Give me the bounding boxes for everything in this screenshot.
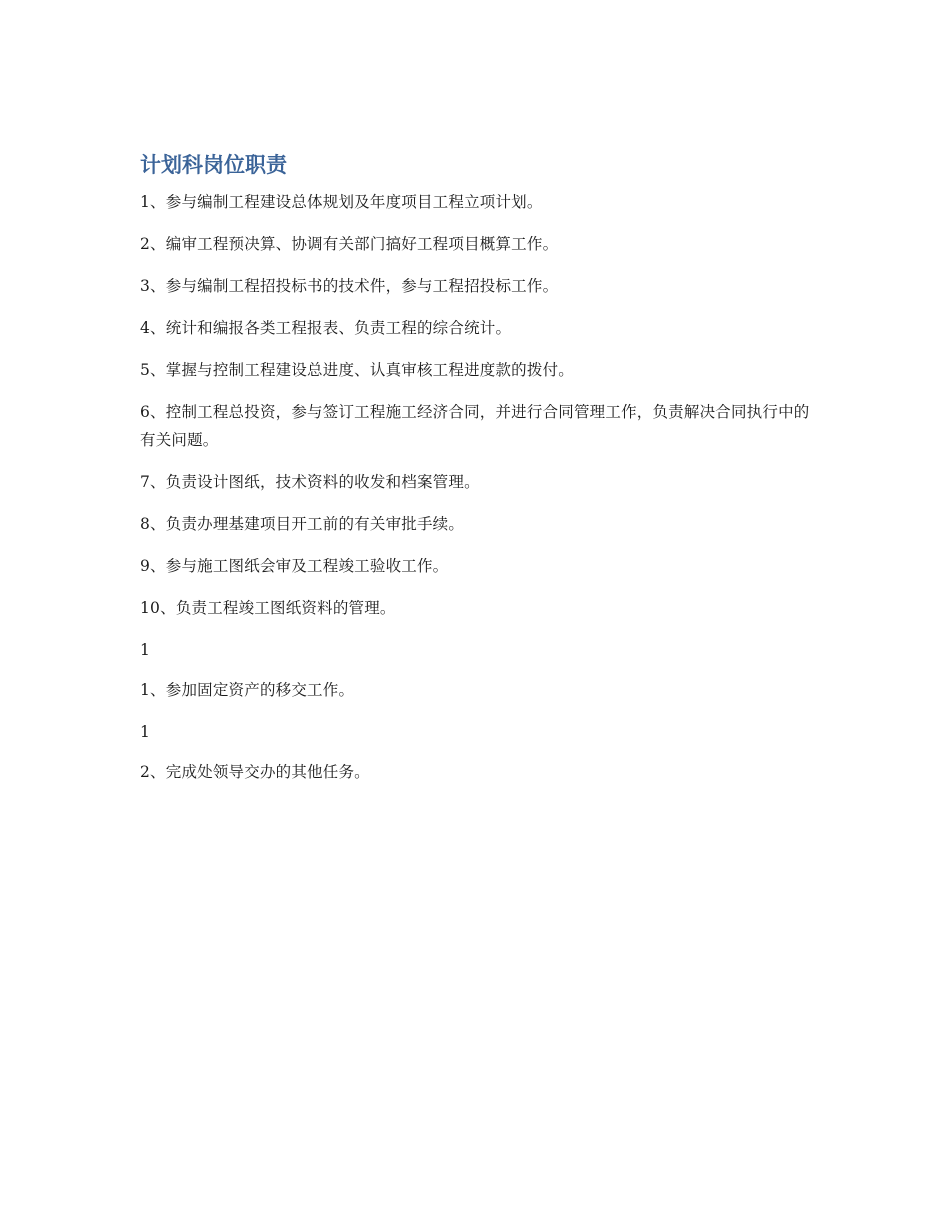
list-item: 8、负责办理基建项目开工前的有关审批手续。: [140, 515, 465, 533]
list-item: 1、参与编制工程建设总体规划及年度项目工程立项计划。: [140, 193, 543, 211]
list-item: 2、编审工程预决算、协调有关部门搞好工程项目概算工作。: [140, 235, 559, 253]
list-item: 6、控制工程总投资，参与签订工程施工经济合同，并进行合同管理工作，负责解决合同执行中的有关问题。: [140, 403, 810, 449]
list-item: 3、参与编制工程招投标书的技术件，参与工程招投标工作。: [140, 277, 559, 295]
list-item: 7、负责设计图纸，技术资料的收发和档案管理。: [140, 473, 480, 491]
list-marker: 1: [140, 723, 151, 741]
list-item: 4、统计和编报各类工程报表、负责工程的综合统计。: [140, 319, 512, 337]
list-marker: 1: [140, 641, 151, 659]
page-title: 计划科岗位职责: [140, 153, 287, 177]
list-item: 9、参与施工图纸会审及工程竣工验收工作。: [140, 557, 449, 575]
list-item: 5、掌握与控制工程建设总进度、认真审核工程进度款的拨付。: [140, 361, 574, 379]
list-item: 2、完成处领导交办的其他任务。: [140, 763, 370, 781]
list-item: 10、负责工程竣工图纸资料的管理。: [140, 599, 396, 617]
document-page: [140, 150, 810, 800]
list-item: 1、参加固定资产的移交工作。: [140, 681, 355, 699]
